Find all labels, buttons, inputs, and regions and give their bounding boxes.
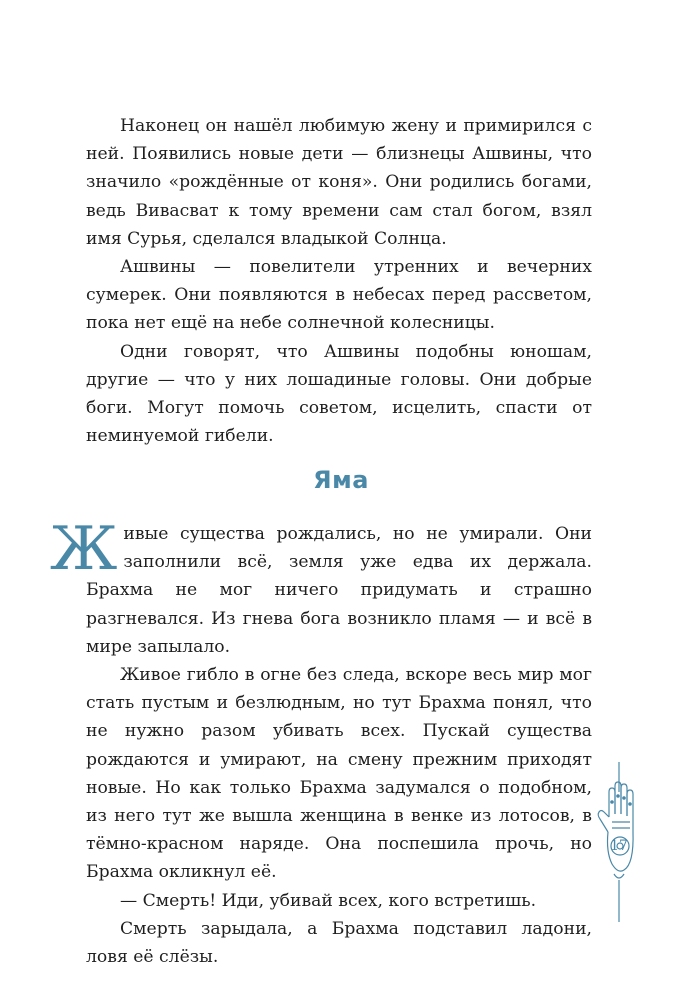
page-number: 17 [610,838,628,854]
paragraph: Одни говорят, что Ашвины подобны юношам, другие — что у них лошадиные головы. Они добрые боги. Могут помочь советом, исцелить, спасти от неминуемой гибели. [86,341,592,447]
drop-cap: Ж [50,514,118,584]
chapter-title: Яма [313,466,369,494]
first-paragraph-text: ивые существа рождались, но не умирали. Они заполнили всё, земля уже едва их держала. Брахма не мог ничего придумать и страшно разгневался. Из гнева бога возникло пламя — и всё в мире запылало. [86,524,592,657]
paragraph: — Смерть! Иди, убивай всех, кого встретишь. [120,890,537,911]
paragraph: Наконец он нашёл любимую жену и примирился с ней. Появились новые дети — близнецы Ашвины, что значило «рождённые от коня». Они родились богами, ведь Вивасват к тому времени сам стал богом, взял имя Сурья, сделался владыкой Солнца. [86,116,592,249]
chapter-text-block [50,514,592,971]
paragraph: Ашвины — повелители утренних и вечерних сумерек. Они появляются в небесах перед рассветом, пока нет ещё на небе солнечной колесницы. [86,257,592,334]
top-text-block [86,112,592,450]
paragraph: Смерть зарыдала, а Брахма подставил ладони, ловя её слёзы. [86,918,592,968]
paragraph: Живое гибло в огне без следа, вскоре весь мир мог стать пустым и безлюдным, но тут Брахма понял, что не нужно разом убивать всех. Пускай существа рождаются и умирают, на смену прежним приходят новые. Но как только Брахма задумался о подобном, из него тут же вышла женщина в венке из лотосов, в тёмно-красном наряде. Она поспешила прочь, но Брахма окликнул её. [86,665,592,883]
first-paragraph [50,514,592,661]
